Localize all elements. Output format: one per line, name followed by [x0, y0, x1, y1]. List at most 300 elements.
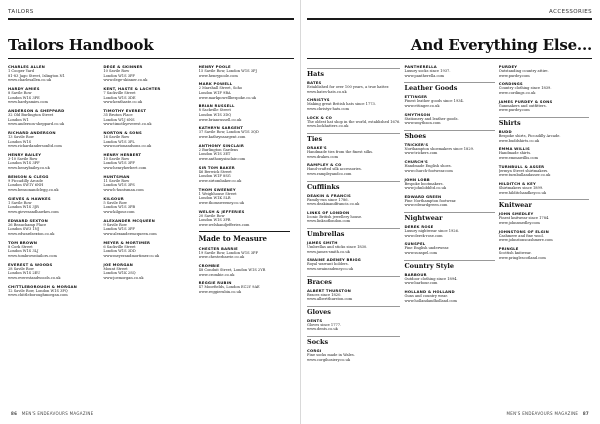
entry-address-line: 8 Cork Street [8, 244, 33, 249]
running-head: ACCESSORIES [549, 9, 592, 15]
entry-address-line: Stationery and leather goods. [404, 116, 459, 121]
entry-name: HOLLAND & HOLLAND [404, 289, 455, 294]
entry-website-link[interactable]: www.corgihosiery.co.uk [307, 357, 351, 362]
entry-name: HENRY BAILEY [8, 151, 42, 157]
entry-address-line: Outstanding country attire. [498, 69, 549, 73]
entry-name: PANTHERELLA [404, 64, 437, 69]
directory-entry [404, 159, 494, 173]
directory-entry [307, 145, 400, 159]
entry-address-line: London W1S 3DE [103, 95, 136, 100]
entry-address-line: Gunmakers and outfitters. [498, 103, 547, 108]
directory-entry [8, 108, 99, 127]
entry-website-link[interactable]: www.nortonandsons.co.uk [103, 144, 152, 149]
entry-address-line: London W1S 3PF [103, 227, 135, 232]
entry-name: CHRISTYS [307, 97, 330, 103]
entry-website-link[interactable]: www.hardyamies.com [8, 100, 48, 105]
entry-name: ETTINGER [404, 94, 428, 100]
entry-website-link[interactable]: www.hollandandholland.com [404, 298, 457, 303]
entry-website-link[interactable]: www.smythson.com [404, 121, 441, 126]
entry-address-line: London W1S 3PE [8, 95, 40, 100]
entry-address-line: 13 Savile Row [8, 134, 34, 139]
entry-name: SUNSPEL [404, 241, 426, 247]
entry-address-line: Established for over 100 years, a true hatter. [307, 85, 390, 89]
entry-address-line: 11 Savile Row [103, 178, 130, 183]
entry-address-line: Country clothing since 1839. [498, 86, 552, 91]
entry-website-link[interactable]: www.pantherella.com [404, 73, 445, 78]
category-heading: Cufflinks [307, 181, 400, 191]
entry-name: HILDITCH & KEY [498, 181, 536, 187]
entry-name: KENT, HASTE & LACHTER [103, 85, 161, 91]
entry-website-link[interactable]: www.richardandersonltd.com [8, 144, 62, 149]
directory-entry [199, 263, 290, 277]
entry-website-link[interactable]: www.bates-hats.co.uk [307, 89, 347, 94]
entry-website-link[interactable]: www.derek-rose.com [404, 233, 443, 238]
entry-address-line: 2 Marshall Street, Soho [198, 86, 243, 91]
entry-address-line: London W1K 5LR [198, 196, 231, 201]
directory-entry [103, 218, 194, 237]
entry-name: JOHNSTONS OF ELGIN [498, 228, 549, 234]
entry-name: CROMBIE [198, 262, 220, 268]
entry-name: CHITTLEBOROUGH & MORGAN [8, 283, 78, 289]
entry-website-link[interactable]: www.linksoflondon.com [307, 219, 351, 224]
entry-name: BUDD [498, 128, 512, 134]
directory-entry [8, 284, 99, 298]
entry-address-line: Finest knitwear since 1784. [498, 216, 550, 221]
directory-entry [307, 80, 400, 94]
directory-entry [103, 108, 194, 127]
entry-name: DRAKE'S [307, 144, 327, 150]
entry-name: HENRY POOLE [198, 64, 231, 69]
directory-entry [499, 129, 589, 143]
entry-name: EDWARD SEXTON [8, 217, 48, 223]
directory-entry [8, 218, 99, 237]
entry-address-line: London W1S [8, 139, 32, 144]
entry-name: GIEVES & HAWKES [8, 195, 51, 201]
directory-entry [307, 348, 400, 362]
entry-website-link[interactable]: www.anthonysinclair.com [198, 156, 246, 161]
category-heading: Ties [307, 133, 400, 143]
entry-website-link[interactable]: www.henrypoole.com [198, 73, 238, 78]
entry-address-line: London W1S 3PF [103, 161, 135, 166]
directory-entry [199, 125, 290, 139]
entry-address-line: Northampton shoemakers since 1829. [404, 146, 475, 151]
category-heading: Umbrellas [307, 228, 400, 238]
entry-website-link[interactable]: www.emmawillis.com [498, 155, 539, 160]
directory-entry [103, 174, 194, 193]
entry-name: BARBOUR [404, 271, 427, 277]
entry-name: MARK POWELL [198, 81, 233, 87]
entry-address-line: Scottish knitwear. [498, 251, 532, 255]
directory-entry [103, 64, 194, 83]
entry-name: DEREK ROSE [404, 224, 434, 230]
category-heading: Knitwear [499, 199, 589, 209]
entry-website-link[interactable]: www.christys-hats.com [307, 106, 349, 111]
category-heading: Shoes [404, 130, 494, 140]
entry-address-line: Shirtmakers since 1899. [498, 186, 544, 191]
entry-name: ALEXANDER MCQUEEN [103, 217, 155, 223]
entry-website-link[interactable]: www.h-huntsman.com [103, 188, 144, 193]
title-rule [307, 58, 592, 59]
entry-name: SMYTHSON [404, 111, 431, 117]
entry-name: THOM SWEENEY [198, 186, 236, 192]
entry-name: BRIAN RUSSELL [198, 103, 235, 109]
category-heading: Shirts [499, 117, 589, 127]
directory-entry [8, 262, 99, 281]
directory-entry [307, 97, 400, 111]
directory-column [199, 64, 294, 301]
made-to-measure-list [199, 246, 290, 295]
directory-entry [499, 81, 589, 95]
entry-name: HARDY AMIES [8, 85, 40, 91]
entry-website-link[interactable]: www.edwardsexton.co.uk [8, 231, 55, 236]
entry-website-link[interactable]: www.chesterbarrie.co.uk [198, 255, 245, 260]
directory-column [404, 64, 498, 365]
entry-name: PRINGLE [498, 246, 519, 251]
entry-website-link[interactable]: www.everestandwoods.co.uk [8, 275, 61, 280]
page-title: And Everything Else... [410, 36, 592, 54]
entry-name: LINKS OF LONDON [307, 209, 350, 215]
entry-address-line: Braces since 1820. [307, 292, 342, 297]
entry-website-link[interactable]: www.meyerandmortimer.co.uk [103, 253, 160, 258]
entry-website-link[interactable]: www.purdey.com [498, 73, 530, 78]
entry-address-line: 9 Savile Row [103, 222, 127, 227]
entry-address-line: London W1S 3JR [8, 205, 39, 210]
entry-website-link[interactable]: www.sirtombaker.co.uk [198, 178, 242, 183]
entry-address-line: London W1S 3PL [103, 139, 135, 144]
entry-website-link[interactable]: www.alexandermcqueen.com [103, 231, 157, 236]
entry-address-line: 20 Savile Row [198, 213, 225, 218]
entry-name: WELSH & JEFFERIES [198, 208, 245, 214]
entry-website-link[interactable]: www.edwardgreen.com [404, 203, 448, 208]
entry-address-line: London W1F 9BA [198, 90, 231, 95]
directory-entry [199, 143, 290, 162]
entry-website-link[interactable]: www.henryherbert.com [103, 166, 147, 171]
directory-entry [8, 86, 99, 105]
directory-entry [103, 240, 194, 259]
entry-address-line: Cashmere and fine wool. [498, 233, 544, 238]
entry-address-line: Handmade ties from the finest silks. [307, 149, 374, 154]
entry-name: JOHN SMEDLEY [498, 211, 534, 217]
category-heading: Country Style [404, 260, 494, 270]
entry-address-line: Outdoor clothing since 1894. [404, 276, 458, 281]
entry-name: DEGE & SKINNER [103, 64, 143, 69]
entry-name: CHURCH'S [404, 159, 428, 165]
entry-website-link[interactable]: www.welshandjefferies.com [198, 222, 250, 227]
category-heading: Socks [307, 336, 400, 346]
entry-address-line: 8 Sackville Street [198, 108, 231, 113]
entry-website-link[interactable]: www.crombie.co.uk [198, 272, 235, 277]
directory-entry [199, 246, 290, 260]
entry-name: TOM BROWN [8, 239, 38, 245]
entry-address-line: Luxury socks since 1937. [404, 69, 451, 73]
entry-address-line: 10 Savile Row [103, 156, 130, 161]
entry-address-line: 3-10 Savile Row [8, 156, 38, 161]
entry-website-link[interactable]: www.johnsmedley.com [498, 220, 540, 225]
directory-entry [199, 280, 290, 294]
entry-name: CHESTER BARRIE [198, 245, 238, 251]
entry-name: CORGI [307, 348, 322, 353]
category-heading: Braces [307, 276, 400, 286]
entry-address-line: Iconic British jewellery house. [307, 214, 363, 219]
entry-name: LOCK & CO [307, 114, 333, 120]
section-heading: Made to Measure [199, 231, 290, 243]
directory-entry [404, 112, 494, 126]
entry-website-link[interactable]: www.bensonandclegg.co.uk [8, 188, 59, 193]
entry-name: PURDEY [498, 64, 518, 69]
entry-address-line: Umbrellas and sticks since 1830. [307, 245, 368, 250]
entry-address-line: 5 Savile Row [103, 200, 127, 205]
entry-name: KILGOUR [103, 195, 124, 201]
entry-address-line: London W1F 8SG [198, 174, 231, 179]
entry-address-line: London W1S 3PS [103, 183, 135, 188]
entry-website-link[interactable]: www.johnlobbltd.co.uk [404, 186, 447, 191]
footer-text: MEN'S ENDEAVOURS MAGAZINE [506, 411, 579, 416]
entry-website-link[interactable]: www.swaineadeney.co.uk [307, 267, 354, 272]
directory-entry [499, 229, 589, 243]
entry-name: ANTHONY SINCLAIR [198, 142, 245, 148]
directory-entry [404, 289, 494, 303]
directory-entry [307, 318, 400, 332]
entry-address-line: London W1J 6NS [103, 117, 135, 122]
entry-address-line: London W1K 2SQ [103, 271, 136, 276]
entry-website-link[interactable]: www.drakes.com [307, 154, 338, 159]
entry-address-line: 10 Savile Row [103, 69, 130, 73]
entry-website-link[interactable]: www.purdey.com [498, 108, 530, 113]
directory-entry [404, 194, 494, 208]
page-footer [8, 411, 93, 416]
directory-entry [199, 81, 290, 100]
entry-address-line: London W1S 3DQ [198, 112, 232, 117]
entry-website-link[interactable]: www.chittleboroughmorgan.com [8, 293, 68, 298]
entry-address-line: 19 Savile Row, London W1S 3PF [198, 250, 258, 255]
directory-entry [499, 164, 589, 178]
entry-website-link[interactable]: www.cordings.co.uk [498, 90, 536, 95]
entry-website-link[interactable]: www.pringlescotland.com [498, 255, 546, 260]
entry-website-link[interactable]: www.henrybailey.co.uk [8, 166, 50, 171]
category-heading: Nightwear [404, 212, 494, 222]
entry-address-line: Finest leather goods since 1934. [404, 99, 464, 104]
entry-website-link[interactable]: www.deakinandfrancis.co.uk [307, 202, 360, 207]
directory-entry [8, 174, 99, 193]
entry-address-line: London W1S 3PF [8, 161, 40, 166]
directory-entry [103, 86, 194, 105]
entry-address-line: 12 Savile Row, London W1S 3PQ [8, 288, 68, 293]
entry-address-line: London W1S 3DD [103, 249, 136, 254]
header-rule [8, 18, 294, 20]
directory-entry [404, 272, 494, 286]
entry-website-link[interactable]: www.sunspel.com [404, 251, 438, 256]
entry-name: HENRY HERBERT [103, 151, 142, 157]
entry-address-line: London W1 [8, 117, 29, 122]
page-footer [507, 411, 592, 416]
entry-name: CHARLES ALLEN [8, 64, 46, 69]
page-number: 86 [11, 411, 18, 416]
entry-website-link[interactable]: www.johnstonscashmere.com [498, 238, 553, 243]
directory-entry [199, 187, 290, 206]
directory-entry [8, 152, 99, 171]
directory-entry [307, 240, 400, 254]
entry-address-line: Fine socks made in Wales. [307, 353, 355, 357]
directory-entry [199, 103, 290, 122]
entry-name: CORDINGS [498, 81, 523, 87]
category-heading: Hats [307, 68, 400, 78]
entry-address-line: London W1S 3LJ [8, 249, 39, 254]
running-head: TAILORS [8, 9, 34, 15]
entry-address-line: Family-run since 1786. [307, 197, 349, 202]
entry-website-link[interactable]: www.buddshirts.co.uk [498, 138, 540, 143]
directory-entry [103, 130, 194, 149]
entry-website-link[interactable]: www.thomsweeney.co.uk [198, 200, 244, 205]
footer-text: MEN'S ENDEAVOURS MAGAZINE [21, 411, 94, 416]
entry-name: EVEREST & WOODS [8, 261, 53, 267]
entry-website-link[interactable]: www.timothyeverest.co.uk [103, 122, 152, 127]
directory-entry [307, 257, 400, 271]
entry-address-line: 9 Piccadilly Arcade [8, 178, 43, 183]
entry-website-link[interactable]: www.joemorgan.co.uk [103, 275, 144, 280]
entry-address-line: 8 Savile Row [8, 90, 32, 95]
entry-name: SWAINE ADENEY BRIGG [307, 257, 361, 263]
entry-address-line: Hand-crafted silk accessories. [307, 167, 362, 172]
entry-website-link[interactable]: www.church-footwear.com [404, 168, 453, 173]
entry-website-link[interactable]: www.dege-skinner.co.uk [103, 78, 148, 83]
entry-website-link[interactable]: www.charlesallen.co.uk [8, 78, 52, 83]
entry-name: RICHARD ANDERSON [8, 129, 56, 135]
entry-name: JAMES SMITH [307, 240, 338, 246]
entry-website-link[interactable]: www.rampleyandco.com [307, 171, 352, 176]
entry-website-link[interactable]: www.anderson-sheppard.co.uk [8, 122, 65, 127]
directory-entry [404, 142, 494, 156]
title-rule [8, 58, 294, 59]
directory-entry [8, 130, 99, 149]
directory-entry [307, 210, 400, 224]
entry-name: JOE MORGAN [103, 261, 134, 267]
entry-address-line: 1 Cooper Yard [8, 69, 35, 73]
entry-address-line: 26 Beauchamp Place [8, 222, 47, 227]
entry-name: BATES [307, 80, 322, 85]
directory-entry [404, 224, 494, 238]
entry-name: TRICKER'S [404, 141, 429, 147]
entry-address-line: 35 Bruton Place [103, 112, 133, 117]
directory-column [307, 64, 404, 365]
directory-entry [499, 246, 589, 260]
entry-address-line: Mount Street [103, 266, 128, 271]
directory-column [103, 64, 198, 301]
directory-entry [404, 94, 494, 108]
directory-entry [499, 211, 589, 225]
entry-address-line: Bespoke shirts, Piccadilly Arcade. [498, 133, 561, 138]
entry-name: TURNBULL & ASSER [498, 163, 545, 169]
entry-address-line: Handmade shirts. [498, 151, 532, 156]
entry-website-link[interactable]: www.kenthaste.co.uk [103, 100, 143, 105]
entry-address-line: 2 Burlington Gardens [198, 147, 239, 152]
entry-address-line: Fine English underwear. [404, 246, 450, 251]
directory-entry [8, 64, 99, 83]
entry-address-line: 1 Weighhouse Street [198, 191, 237, 196]
entry-address-line: Bespoke bootmakers. [404, 181, 444, 186]
entry-address-line: London W1S 3ET [198, 152, 231, 157]
entry-address-line: Luxury nightwear since 1926. [404, 229, 460, 234]
entry-website-link[interactable]: www.dents.co.uk [307, 327, 338, 332]
entry-website-link[interactable]: www.turnbullandasser.co.uk [498, 173, 551, 178]
page-title: Tailors Handbook [8, 36, 154, 54]
entry-name: DENTS [307, 317, 323, 323]
entry-website-link[interactable]: www.brianrussell.co.uk [198, 117, 242, 122]
entry-website-link[interactable]: www.trickers.com [404, 151, 438, 156]
entry-address-line: 6 Sackville Street [103, 244, 136, 249]
entry-name: JAMES PURDEY & SONS [498, 98, 553, 104]
entry-name: HUNTSMAN [103, 173, 130, 179]
entry-name: EMMA WILLIS [498, 146, 530, 152]
directory-entry [499, 146, 589, 160]
entry-website-link[interactable]: www.barbour.com [404, 281, 438, 286]
entry-website-link[interactable]: www.albertthurston.com [307, 297, 353, 302]
entry-name: BENSON & CLEGG [8, 173, 49, 179]
directory-entry [499, 64, 589, 78]
entry-website-link[interactable]: www.markpowellbespoke.co.uk [198, 95, 256, 100]
entry-address-line: 81-83 Jago Street, Islington N1 [8, 73, 65, 78]
entry-website-link[interactable]: www.hilditchandkey.co.uk [498, 190, 547, 195]
directory-column [499, 64, 593, 365]
directory-entry [103, 152, 194, 171]
directory-entry [199, 209, 290, 228]
entry-name: NORTON & SONS [103, 129, 142, 135]
right-page [300, 0, 600, 424]
entry-website-link[interactable]: www.gievesandhawkes.com [8, 210, 59, 214]
entry-address-line: London W1S 3PB [103, 205, 136, 210]
entry-address-line: Royal warrant holders. [307, 262, 349, 267]
entry-website-link[interactable]: www.lockhatters.co.uk [307, 124, 349, 129]
entry-address-line: London W1S 3PF [103, 73, 135, 78]
entry-name: EDWARD GREEN [404, 193, 442, 199]
entry-address-line: 46 Berwick Street [198, 169, 232, 174]
entry-address-line: 47 Moorfields, London EC2Y 9AE [198, 285, 260, 290]
entry-website-link[interactable]: www.ettinger.co.uk [404, 103, 440, 108]
entry-address-line: The oldest hat shop in the world, established 1676. [307, 119, 401, 124]
entry-address-line: Guns and country wear. [404, 294, 448, 298]
entry-name: JOHN LOBB [404, 176, 430, 182]
entry-address-line: Handmade English shoes. [404, 164, 452, 169]
entry-name: REGGIE RUBIN [198, 280, 232, 286]
directory-entry [8, 196, 99, 215]
entry-website-link[interactable]: www.tombrowntailors.com [8, 253, 57, 258]
directory-entry [199, 165, 290, 184]
directory-columns [307, 64, 593, 365]
entry-address-line: Gloves since 1777. [307, 322, 342, 327]
entry-website-link[interactable]: www.kilgour.com [103, 210, 135, 214]
directory-entry [8, 240, 99, 259]
entry-address-line: 37 Savile Row, London W1S 3QD [198, 130, 259, 135]
entry-name: TIMOTHY EVEREST [103, 107, 147, 113]
directory-entry [103, 196, 194, 215]
entry-address-line: 1 Savile Row [8, 200, 32, 205]
directory-entry [103, 262, 194, 281]
header-rule [307, 18, 592, 20]
directory-entry [307, 288, 400, 302]
directory-entry [404, 64, 494, 78]
directory-entry [404, 241, 494, 255]
entry-website-link[interactable]: www.james-smith.co.uk [307, 249, 350, 254]
entry-website-link[interactable]: www.kathrynsargent.com [198, 134, 246, 139]
entry-website-link[interactable]: www.reggierubin.co.uk [198, 289, 242, 294]
entry-name: SIR TOM BAKER [198, 164, 235, 170]
entry-name: DEAKIN & FRANCIS [307, 192, 351, 198]
directory-entry [199, 64, 290, 78]
entry-address-line: 48 Conduit Street, London W1S 2YR [198, 267, 266, 272]
entry-address-line: 15 Savile Row, London W1S 3PJ [198, 69, 257, 73]
entry-address-line: Making great British hats since 1773. [307, 102, 376, 107]
category-heading: Gloves [307, 306, 400, 316]
entry-address-line: London W1S 2EU [8, 271, 41, 276]
